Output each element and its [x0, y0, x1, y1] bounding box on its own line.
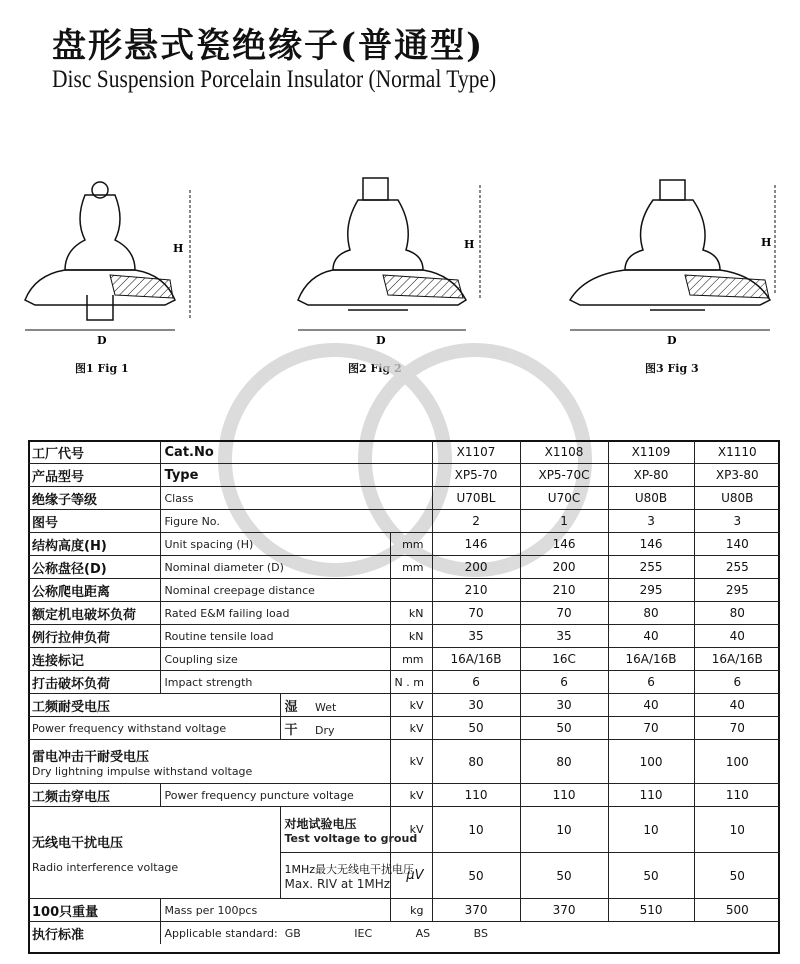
- page-title-en: Disc Suspension Porcelain Insulator (Normal Type): [52, 66, 497, 93]
- pf-dry-value: 50: [520, 717, 608, 740]
- type-value: XP5-70: [432, 464, 520, 487]
- standard-item: IEC: [354, 926, 373, 940]
- type-value: XP5-70C: [520, 464, 608, 487]
- radio-riv-value: 50: [520, 853, 608, 899]
- coupling-en: Coupling size: [160, 648, 390, 671]
- mass-value: 370: [520, 899, 608, 922]
- creepage-en: Nominal creepage distance: [160, 579, 390, 602]
- creepage-value: 295: [608, 579, 694, 602]
- coupling-value: 16C: [520, 648, 608, 671]
- coupling-unit: mm: [390, 648, 432, 671]
- type-en: Type: [160, 464, 432, 487]
- mass-en: Mass per 100pcs: [160, 899, 390, 922]
- puncture-value: 110: [432, 784, 520, 807]
- pf-wet-value: 30: [520, 694, 608, 717]
- pf-dry-value: 70: [694, 717, 780, 740]
- table-row: [28, 556, 780, 579]
- cat-no-en: Cat.No: [160, 441, 432, 464]
- coupling-cn: 连接标记: [28, 648, 160, 671]
- creepage-cn: 公称爬电距离: [28, 579, 160, 602]
- table-row: [28, 717, 780, 740]
- mass-value: 510: [608, 899, 694, 922]
- class-cn: 绝缘子等级: [28, 487, 160, 510]
- unit-spacing-en: Unit spacing (H): [160, 533, 390, 556]
- lightning-cn: 雷电冲击干耐受电压: [32, 749, 150, 765]
- mass-value: 370: [432, 899, 520, 922]
- radio-test-value: 10: [432, 807, 520, 853]
- creepage-value: 210: [520, 579, 608, 602]
- tensile-en: Routine tensile load: [160, 625, 390, 648]
- em-load-value: 70: [432, 602, 520, 625]
- figure-1-d-label: D: [97, 334, 107, 347]
- radio-riv-unit: μV: [390, 853, 432, 899]
- pf-dry-cell: [280, 717, 390, 740]
- pf-wet-cell: [280, 694, 390, 717]
- table-row: [28, 625, 780, 648]
- cat-no-x1109: X1109: [608, 441, 694, 464]
- table-row: [28, 807, 780, 853]
- radio-riv-cn: 1MHz最大无线电干扰电压: [284, 862, 415, 876]
- unit-spacing-value: 146: [520, 533, 608, 556]
- figure-1-drawing: [15, 170, 255, 350]
- nominal-diameter-cn: 公称盘径(D): [28, 556, 160, 579]
- coupling-value: 16A/16B: [694, 648, 780, 671]
- pf-dry-value: 50: [432, 717, 520, 740]
- type-value: XP3-80: [694, 464, 780, 487]
- nominal-diameter-en: Nominal diameter (D): [160, 556, 390, 579]
- figure-no-value: 3: [608, 510, 694, 533]
- class-en: Class: [160, 487, 432, 510]
- nominal-diameter-value: 200: [432, 556, 520, 579]
- lightning-unit: kV: [390, 740, 432, 784]
- puncture-cn: 工频击穿电压: [28, 784, 160, 807]
- radio-test-value: 10: [694, 807, 780, 853]
- pf-withstand-cn: 工频耐受电压: [28, 694, 280, 717]
- unit-spacing-cn: 结构高度(H): [28, 533, 160, 556]
- pf-dry-value: 70: [608, 717, 694, 740]
- lightning-value: 100: [608, 740, 694, 784]
- figure-2-h-label: H: [464, 238, 475, 251]
- em-load-cn: 额定机电破坏负荷: [28, 602, 160, 625]
- radio-test-en: Test voltage to groud: [284, 831, 418, 845]
- table-row: [28, 648, 780, 671]
- figure-3-h-label: H: [761, 236, 772, 249]
- em-load-value: 70: [520, 602, 608, 625]
- table-row: [28, 694, 780, 717]
- impact-en: Impact strength: [160, 671, 390, 694]
- mass-unit: kg: [390, 899, 432, 922]
- figure-2-d-label: D: [376, 334, 386, 347]
- pf-dry-cn: 干: [284, 722, 298, 738]
- pf-dry-en: Dry: [315, 723, 335, 737]
- table-row: [28, 464, 780, 487]
- unit-spacing-value: 146: [608, 533, 694, 556]
- figure-1-caption: 图1 Fig 1: [75, 362, 129, 375]
- figure-no-en: Figure No.: [160, 510, 432, 533]
- nominal-diameter-value: 200: [520, 556, 608, 579]
- radio-test-cn: 对地试验电压: [284, 816, 357, 831]
- table-row: [28, 922, 780, 945]
- radio-riv-value: 50: [608, 853, 694, 899]
- table-row: [28, 533, 780, 556]
- figure-2-drawing: [288, 170, 528, 350]
- class-value: U70BL: [432, 487, 520, 510]
- figure-3-drawing: [555, 170, 795, 350]
- tensile-value: 35: [432, 625, 520, 648]
- table-row: [28, 784, 780, 807]
- pf-dry-unit: kV: [390, 717, 432, 740]
- table-row: [28, 740, 780, 784]
- pf-wet-unit: kV: [390, 694, 432, 717]
- puncture-value: 110: [520, 784, 608, 807]
- coupling-value: 16A/16B: [432, 648, 520, 671]
- impact-cn: 打击破坏负荷: [28, 671, 160, 694]
- lightning-value: 80: [520, 740, 608, 784]
- table-row: [28, 602, 780, 625]
- pf-withstand-en: Power frequency withstand voltage: [28, 717, 280, 740]
- nominal-diameter-value: 255: [608, 556, 694, 579]
- figure-3-caption: 图3 Fig 3: [645, 362, 699, 375]
- em-load-value: 80: [694, 602, 780, 625]
- impact-unit: N . m: [390, 671, 432, 694]
- em-load-value: 80: [608, 602, 694, 625]
- class-value: U70C: [520, 487, 608, 510]
- standard-item: AS: [415, 926, 431, 940]
- tensile-value: 35: [520, 625, 608, 648]
- page-title-cn: 盘形悬式瓷绝缘子(普通型): [52, 26, 485, 66]
- radio-test-value: 10: [608, 807, 694, 853]
- pf-wet-value: 30: [432, 694, 520, 717]
- table-row: [28, 899, 780, 922]
- figure-no-value: 2: [432, 510, 520, 533]
- radio-test-unit: kV: [390, 807, 432, 853]
- figure-no-value: 1: [520, 510, 608, 533]
- impact-value: 6: [694, 671, 780, 694]
- radio-label: [28, 807, 280, 899]
- nominal-diameter-unit: mm: [390, 556, 432, 579]
- em-load-unit: kN: [390, 602, 432, 625]
- cat-no-x1108: X1108: [520, 441, 608, 464]
- lightning-en: Dry lightning impulse withstand voltage: [32, 764, 253, 778]
- figure-2-caption: 图2 Fig 2: [348, 362, 402, 375]
- tensile-unit: kN: [390, 625, 432, 648]
- type-value: XP-80: [608, 464, 694, 487]
- cat-no-x1110: X1110: [694, 441, 780, 464]
- pf-wet-cn: 湿: [284, 699, 298, 715]
- tensile-value: 40: [608, 625, 694, 648]
- coupling-value: 16A/16B: [608, 648, 694, 671]
- figure-no-cn: 图号: [28, 510, 160, 533]
- impact-value: 6: [608, 671, 694, 694]
- radio-test-value: 10: [520, 807, 608, 853]
- standard-en: Applicable standard:: [164, 926, 278, 940]
- figure-no-value: 3: [694, 510, 780, 533]
- pf-wet-en: Wet: [315, 700, 337, 714]
- table-row: [28, 671, 780, 694]
- radio-riv-value: 50: [694, 853, 780, 899]
- pf-wet-value: 40: [608, 694, 694, 717]
- puncture-value: 110: [608, 784, 694, 807]
- creepage-unit: [390, 579, 432, 602]
- table-row: [28, 510, 780, 533]
- cat-no-x1107: X1107: [432, 441, 520, 464]
- class-value: U80B: [694, 487, 780, 510]
- unit-spacing-value: 140: [694, 533, 780, 556]
- standard-en-cell: [160, 922, 780, 945]
- figure-1-h-label: H: [173, 242, 184, 255]
- creepage-value: 295: [694, 579, 780, 602]
- class-value: U80B: [608, 487, 694, 510]
- unit-spacing-value: 146: [432, 533, 520, 556]
- table-row: [28, 579, 780, 602]
- puncture-unit: kV: [390, 784, 432, 807]
- puncture-value: 110: [694, 784, 780, 807]
- radio-cn: 无线电干扰电压: [32, 835, 124, 851]
- unit-spacing-unit: mm: [390, 533, 432, 556]
- cat-no-cn: 工厂代号: [28, 441, 160, 464]
- standard-cn: 执行标准: [28, 922, 160, 945]
- spec-table: [28, 441, 780, 944]
- standard-item: BS: [473, 926, 489, 940]
- mass-cn: 100只重量: [28, 899, 160, 922]
- table-row: [28, 441, 780, 464]
- lightning-value: 100: [694, 740, 780, 784]
- tensile-cn: 例行拉伸负荷: [28, 625, 160, 648]
- pf-wet-value: 40: [694, 694, 780, 717]
- table-row: [28, 487, 780, 510]
- creepage-value: 210: [432, 579, 520, 602]
- mass-value: 500: [694, 899, 780, 922]
- type-cn: 产品型号: [28, 464, 160, 487]
- figure-3-d-label: D: [667, 334, 677, 347]
- em-load-en: Rated E&M failing load: [160, 602, 390, 625]
- radio-en: Radio interference voltage: [32, 860, 179, 874]
- nominal-diameter-value: 255: [694, 556, 780, 579]
- radio-riv-en: Max. RIV at 1MHz: [284, 876, 391, 891]
- impact-value: 6: [520, 671, 608, 694]
- standard-item: GB: [284, 926, 301, 940]
- lightning-value: 80: [432, 740, 520, 784]
- tensile-value: 40: [694, 625, 780, 648]
- puncture-en: Power frequency puncture voltage: [160, 784, 390, 807]
- lightning-label: [28, 740, 390, 784]
- radio-riv-value: 50: [432, 853, 520, 899]
- impact-value: 6: [432, 671, 520, 694]
